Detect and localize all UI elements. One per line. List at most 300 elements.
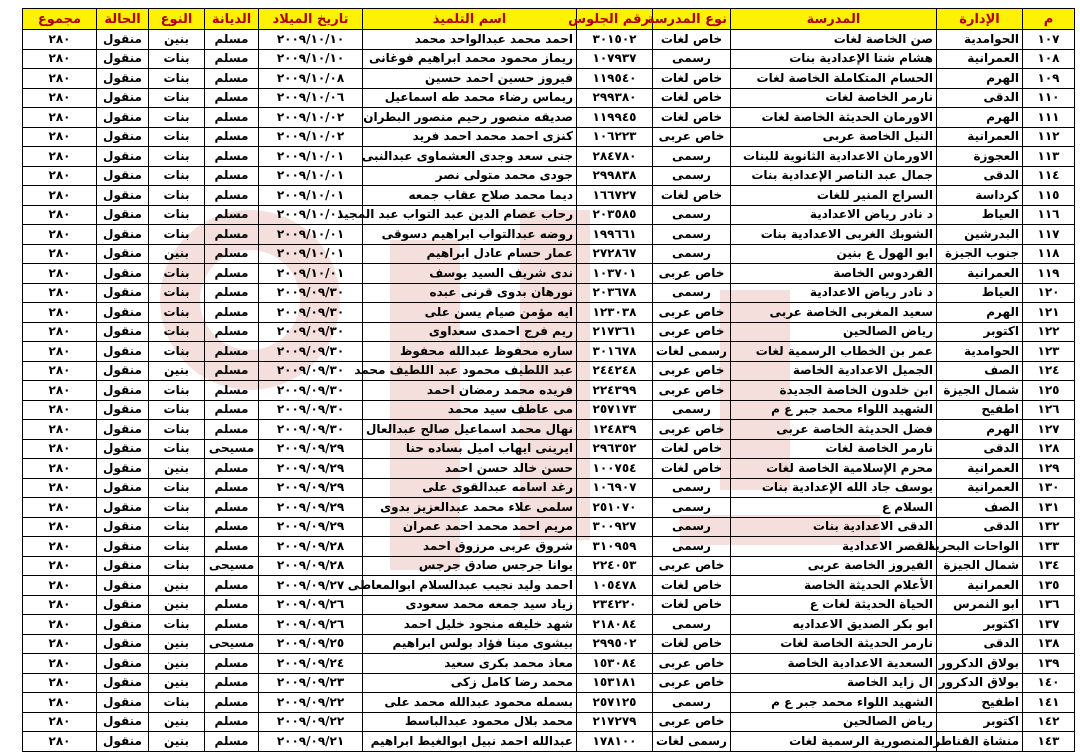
school-type-cell: رسمى <box>653 205 731 225</box>
status-cell: منقول <box>97 30 149 50</box>
serial-cell: ١٤٢ <box>1023 712 1075 732</box>
religion-cell: مسلم <box>205 498 259 518</box>
status-cell: منقول <box>97 517 149 537</box>
administration-cell: اطفيح <box>937 693 1023 713</box>
administration-cell: البدرشين <box>937 225 1023 245</box>
school-type-cell: خاص لغات <box>653 69 731 89</box>
total-cell: ٢٨٠ <box>23 439 97 459</box>
table-row <box>23 420 1075 440</box>
administration-cell: العياط <box>937 205 1023 225</box>
religion-cell: مسلم <box>205 88 259 108</box>
administration-cell: شمال الجيزة <box>937 556 1023 576</box>
student-name-cell: سلمى علاء محمد عبدالعزيز بدوى <box>363 498 577 518</box>
school-type-cell: خاص لغات <box>653 439 731 459</box>
student-name-cell: جنى سعد وجدى العشماوى عبدالنبى <box>363 147 577 167</box>
status-cell: منقول <box>97 361 149 381</box>
administration-cell: منشاة القناطر <box>937 732 1023 752</box>
administration-cell: اطفيح <box>937 400 1023 420</box>
birth-date-cell: ٢٠٠٩/٠٩/٣٠ <box>259 400 363 420</box>
religion-cell: مسلم <box>205 30 259 50</box>
serial-cell: ١١٠ <box>1023 88 1075 108</box>
religion-cell: مسيحى <box>205 439 259 459</box>
student-name-cell: كنزى احمد محمد احمد فريد <box>363 127 577 147</box>
administration-cell: بولاق الدكرور <box>937 654 1023 674</box>
school-type-cell: خاص عربى <box>653 127 731 147</box>
school-cell: محرم الإسلامية الخاصة لغات <box>731 459 937 479</box>
school-cell: نارمر الحديثة الخاصة لغات <box>731 634 937 654</box>
seat-number-cell: ١٠٧٩٣٧ <box>577 49 653 69</box>
religion-cell: مسيحى <box>205 556 259 576</box>
school-cell: النيل الخاصة عربى <box>731 127 937 147</box>
status-cell: منقول <box>97 342 149 362</box>
status-cell: منقول <box>97 576 149 596</box>
serial-cell: ١٣٣ <box>1023 537 1075 557</box>
column-header-total: مجموع <box>23 9 97 30</box>
school-type-cell: رسمى <box>653 225 731 245</box>
status-cell: منقول <box>97 381 149 401</box>
status-cell: منقول <box>97 225 149 245</box>
table-row <box>23 186 1075 206</box>
student-name-cell: ريماس رضاء محمد طه اسماعيل <box>363 88 577 108</box>
gender-cell: بنات <box>149 225 205 245</box>
school-type-cell: رسمى <box>653 147 731 167</box>
school-cell: نارمر الخاصة لغات <box>731 439 937 459</box>
administration-cell: الهرم <box>937 420 1023 440</box>
administration-cell: الدقى <box>937 88 1023 108</box>
religion-cell: مسلم <box>205 108 259 128</box>
table-row <box>23 712 1075 732</box>
seat-number-cell: ٣٠١٥٠٢ <box>577 30 653 50</box>
birth-date-cell: ٢٠٠٩/١٠/٠٢ <box>259 108 363 128</box>
school-cell: الشهيد اللواء محمد جبر ع م <box>731 400 937 420</box>
administration-cell: الدقى <box>937 634 1023 654</box>
gender-cell: بنات <box>149 186 205 206</box>
seat-number-cell: ٢١٧٣٦١ <box>577 322 653 342</box>
table-row <box>23 49 1075 69</box>
school-cell: فضل الحديثة الخاصة عربى <box>731 420 937 440</box>
status-cell: منقول <box>97 186 149 206</box>
table-row <box>23 693 1075 713</box>
seat-number-cell: ١٠٣٧٠١ <box>577 264 653 284</box>
school-cell: الاورمان الحديثة الخاصة لغات <box>731 108 937 128</box>
serial-cell: ١٣٦ <box>1023 595 1075 615</box>
gender-cell: بنات <box>149 69 205 89</box>
serial-cell: ١١٥ <box>1023 186 1075 206</box>
status-cell: منقول <box>97 615 149 635</box>
administration-cell: الحوامدية <box>937 342 1023 362</box>
serial-cell: ١١١ <box>1023 108 1075 128</box>
administration-cell: العمرانية <box>937 478 1023 498</box>
administration-cell: جنوب الجيزة <box>937 244 1023 264</box>
serial-cell: ١٤٠ <box>1023 673 1075 693</box>
gender-cell: بنات <box>149 322 205 342</box>
total-cell: ٢٨٠ <box>23 49 97 69</box>
student-name-cell: مريم احمد محمد احمد عمران <box>363 517 577 537</box>
student-name-cell: محمد رضا كامل زكى <box>363 673 577 693</box>
total-cell: ٢٨٠ <box>23 166 97 186</box>
total-cell: ٢٨٠ <box>23 303 97 323</box>
serial-cell: ١٢٩ <box>1023 459 1075 479</box>
birth-date-cell: ٢٠٠٩/٠٩/٢١ <box>259 732 363 752</box>
school-cell: سعيد المغربى الخاصة عربى <box>731 303 937 323</box>
table-row <box>23 244 1075 264</box>
student-name-cell: رغد اسامه عبدالقوى على <box>363 478 577 498</box>
gender-cell: بنين <box>149 673 205 693</box>
status-cell: منقول <box>97 420 149 440</box>
religion-cell: مسلم <box>205 576 259 596</box>
birth-date-cell: ٢٠٠٩/٠٩/٣٠ <box>259 322 363 342</box>
administration-cell: اكتوبر <box>937 712 1023 732</box>
administration-cell: اكتوبر <box>937 322 1023 342</box>
school-type-cell: خاص لغات <box>653 186 731 206</box>
status-cell: منقول <box>97 49 149 69</box>
gender-cell: بنين <box>149 732 205 752</box>
student-name-cell: ايرينى ايهاب اميل بساده حنا <box>363 439 577 459</box>
gender-cell: بنات <box>149 49 205 69</box>
gender-cell: بنات <box>149 127 205 147</box>
religion-cell: مسلم <box>205 654 259 674</box>
status-cell: منقول <box>97 595 149 615</box>
serial-cell: ١٠٧ <box>1023 30 1075 50</box>
total-cell: ٢٨٠ <box>23 283 97 303</box>
seat-number-cell: ٢٩٩٣٨٠ <box>577 88 653 108</box>
administration-cell: كرداسة <box>937 186 1023 206</box>
birth-date-cell: ٢٠٠٩/٠٩/٢٣ <box>259 673 363 693</box>
student-name-cell: شهد خليفه منجود خليل احمد <box>363 615 577 635</box>
student-name-cell: عبد اللطيف محمود عبد اللطيف محمد <box>363 361 577 381</box>
birth-date-cell: ٢٠٠٩/٠٩/٢٦ <box>259 595 363 615</box>
table-row <box>23 400 1075 420</box>
serial-cell: ١٣٠ <box>1023 478 1075 498</box>
administration-cell: العمرانية <box>937 127 1023 147</box>
gender-cell: بنات <box>149 420 205 440</box>
gender-cell: بنات <box>149 439 205 459</box>
religion-cell: مسلم <box>205 186 259 206</box>
gender-cell: بنات <box>149 342 205 362</box>
school-type-cell: خاص لغات <box>653 634 731 654</box>
gender-cell: بنات <box>149 283 205 303</box>
school-type-cell: رسمى لغات <box>653 342 731 362</box>
school-cell: جمال عبد الناصر الإعدادية بنات <box>731 166 937 186</box>
status-cell: منقول <box>97 556 149 576</box>
administration-cell: الصف <box>937 498 1023 518</box>
status-cell: منقول <box>97 108 149 128</box>
column-header-school-type: نوع المدرسة <box>653 9 731 30</box>
status-cell: منقول <box>97 127 149 147</box>
serial-cell: ١٠٨ <box>1023 49 1075 69</box>
total-cell: ٢٨٠ <box>23 69 97 89</box>
gender-cell: بنين <box>149 576 205 596</box>
student-name-cell: معاذ محمد بكرى سعيد <box>363 654 577 674</box>
school-type-cell: رسمى <box>653 615 731 635</box>
school-type-cell: خاص لغات <box>653 459 731 479</box>
column-header-school: المدرسة <box>731 9 937 30</box>
school-type-cell: رسمى <box>653 244 731 264</box>
status-cell: منقول <box>97 478 149 498</box>
serial-cell: ١١٧ <box>1023 225 1075 245</box>
serial-cell: ١١٣ <box>1023 147 1075 167</box>
seat-number-cell: ١٢٤٨٣٩ <box>577 420 653 440</box>
birth-date-cell: ٢٠٠٩/٠٩/٢٨ <box>259 537 363 557</box>
school-type-cell: خاص عربى <box>653 361 731 381</box>
column-header-gender: النوع <box>149 9 205 30</box>
table-row <box>23 283 1075 303</box>
serial-cell: ١٣١ <box>1023 498 1075 518</box>
gender-cell: بنين <box>149 30 205 50</box>
birth-date-cell: ٢٠٠٩/٠٩/٣٠ <box>259 303 363 323</box>
seat-number-cell: ١٠٦٢٢٣ <box>577 127 653 147</box>
status-cell: منقول <box>97 69 149 89</box>
school-cell: السلام ع <box>731 498 937 518</box>
gender-cell: بنات <box>149 400 205 420</box>
birth-date-cell: ٢٠٠٩/١٠/٠١ <box>259 186 363 206</box>
serial-cell: ١١٤ <box>1023 166 1075 186</box>
table-row <box>23 147 1075 167</box>
seat-number-cell: ٢٧٢٨٦٧ <box>577 244 653 264</box>
total-cell: ٢٨٠ <box>23 634 97 654</box>
school-type-cell: خاص عربى <box>653 303 731 323</box>
status-cell: منقول <box>97 693 149 713</box>
status-cell: منقول <box>97 264 149 284</box>
gender-cell: بنات <box>149 498 205 518</box>
table-row <box>23 108 1075 128</box>
religion-cell: مسلم <box>205 303 259 323</box>
total-cell: ٢٨٠ <box>23 342 97 362</box>
seat-number-cell: ٢٥٧١٢٥ <box>577 693 653 713</box>
school-type-cell: خاص لغات <box>653 108 731 128</box>
serial-cell: ١٤٣ <box>1023 732 1075 752</box>
seat-number-cell: ٢٥٧١٧٣ <box>577 400 653 420</box>
birth-date-cell: ٢٠٠٩/٠٩/٣٠ <box>259 381 363 401</box>
seat-number-cell: ١١٩٥٤٠ <box>577 69 653 89</box>
administration-cell: بولاق الدكرور <box>937 673 1023 693</box>
school-type-cell: رسمى <box>653 166 731 186</box>
school-cell: نارمر الخاصة لغات <box>731 88 937 108</box>
table-row <box>23 478 1075 498</box>
school-cell: الحياة الحديثة لغات ع <box>731 595 937 615</box>
serial-cell: ١٢٢ <box>1023 322 1075 342</box>
school-cell: الدقى الاعدادية بنات <box>731 517 937 537</box>
administration-cell: ابو النمرس <box>937 595 1023 615</box>
religion-cell: مسلم <box>205 712 259 732</box>
gender-cell: بنين <box>149 634 205 654</box>
table-row <box>23 69 1075 89</box>
gender-cell: بنات <box>149 166 205 186</box>
gender-cell: بنات <box>149 264 205 284</box>
table-row <box>23 30 1075 50</box>
total-cell: ٢٨٠ <box>23 673 97 693</box>
status-cell: منقول <box>97 322 149 342</box>
table-row <box>23 322 1075 342</box>
seat-number-cell: ٢٥١٠٧٠ <box>577 498 653 518</box>
serial-cell: ١١٩ <box>1023 264 1075 284</box>
student-name-cell: عمار حسام عادل ابراهيم <box>363 244 577 264</box>
administration-cell: العمرانية <box>937 459 1023 479</box>
table-row <box>23 225 1075 245</box>
gender-cell: بنات <box>149 615 205 635</box>
total-cell: ٢٨٠ <box>23 420 97 440</box>
serial-cell: ١٢٠ <box>1023 283 1075 303</box>
student-name-cell: ايه مؤمن صيام يسن على <box>363 303 577 323</box>
seat-number-cell: ٣١٠٩٥٩ <box>577 537 653 557</box>
table-row <box>23 498 1075 518</box>
school-type-cell: خاص عربى <box>653 381 731 401</box>
school-cell: رياض الصالحين <box>731 322 937 342</box>
table-row <box>23 576 1075 596</box>
student-name-cell: ساره محفوظ عبدالله محفوظ <box>363 342 577 362</box>
column-header-birth-date: تاريخ الميلاد <box>259 9 363 30</box>
student-name-cell: فيروز حسين احمد حسين <box>363 69 577 89</box>
total-cell: ٢٨٠ <box>23 595 97 615</box>
school-type-cell: خاص عربى <box>653 264 731 284</box>
student-name-cell: صديقه منصور رحيم منصور البطران <box>363 108 577 128</box>
gender-cell: بنين <box>149 654 205 674</box>
table-row <box>23 439 1075 459</box>
birth-date-cell: ٢٠٠٩/٠٩/٢٩ <box>259 517 363 537</box>
school-cell: يوسف جاد الله الإعدادية بنات <box>731 478 937 498</box>
gender-cell: بنين <box>149 361 205 381</box>
students-table <box>22 8 1075 752</box>
birth-date-cell: ٢٠٠٩/١٠/٠١ <box>259 225 363 245</box>
administration-cell: الواحات البحرية <box>937 537 1023 557</box>
total-cell: ٢٨٠ <box>23 400 97 420</box>
total-cell: ٢٨٠ <box>23 576 97 596</box>
total-cell: ٢٨٠ <box>23 186 97 206</box>
administration-cell: شمال الجيزة <box>937 381 1023 401</box>
total-cell: ٢٨٠ <box>23 205 97 225</box>
seat-number-cell: ١١٩٩٤٥ <box>577 108 653 128</box>
student-name-cell: ندى شريف السيد يوسف <box>363 264 577 284</box>
serial-cell: ١١٦ <box>1023 205 1075 225</box>
school-type-cell: خاص لغات <box>653 576 731 596</box>
student-name-cell: مى عاطف سيد محمد <box>363 400 577 420</box>
serial-cell: ١٣٢ <box>1023 517 1075 537</box>
birth-date-cell: ٢٠٠٩/٠٩/٣٠ <box>259 420 363 440</box>
total-cell: ٢٨٠ <box>23 654 97 674</box>
school-type-cell: رسمى <box>653 49 731 69</box>
student-name-cell: شروق عربى مرزوق احمد <box>363 537 577 557</box>
religion-cell: مسيحى <box>205 634 259 654</box>
religion-cell: مسلم <box>205 595 259 615</box>
student-name-cell: احمد وليد نجيب عبدالسلام ابوالمعاطى <box>363 576 577 596</box>
religion-cell: مسلم <box>205 478 259 498</box>
table-row <box>23 205 1075 225</box>
school-cell: هشام شتا الإعدادية بنات <box>731 49 937 69</box>
school-cell: القصر الاعدادية <box>731 537 937 557</box>
religion-cell: مسلم <box>205 381 259 401</box>
school-cell: د نادر رياض الاعدادية <box>731 205 937 225</box>
table-row <box>23 732 1075 752</box>
administration-cell: الدقى <box>937 517 1023 537</box>
administration-cell: الحوامدية <box>937 30 1023 50</box>
seat-number-cell: ١٥٣١٨١ <box>577 673 653 693</box>
serial-cell: ١٣٥ <box>1023 576 1075 596</box>
school-cell: ال زايد الخاصة <box>731 673 937 693</box>
student-name-cell: زياد سيد جمعه محمد سعودى <box>363 595 577 615</box>
seat-number-cell: ٢٠٣٦٧٨ <box>577 283 653 303</box>
gender-cell: بنات <box>149 381 205 401</box>
birth-date-cell: ٢٠٠٩/١٠/٠٢ <box>259 127 363 147</box>
status-cell: منقول <box>97 166 149 186</box>
table-row <box>23 459 1075 479</box>
gender-cell: بنات <box>149 205 205 225</box>
table-row <box>23 88 1075 108</box>
school-cell: السعدية الاعدادية الخاصة <box>731 654 937 674</box>
seat-number-cell: ٢٢٤٠٥٣ <box>577 556 653 576</box>
birth-date-cell: ٢٠٠٩/٠٩/٢٢ <box>259 712 363 732</box>
seat-number-cell: ٢١٨٠٨٤ <box>577 615 653 635</box>
school-type-cell: خاص لغات <box>653 595 731 615</box>
status-cell: منقول <box>97 147 149 167</box>
school-type-cell: خاص عربى <box>653 654 731 674</box>
religion-cell: مسلم <box>205 69 259 89</box>
religion-cell: مسلم <box>205 205 259 225</box>
status-cell: منقول <box>97 498 149 518</box>
school-cell: الجميل الاعدادية الخاصة <box>731 361 937 381</box>
school-type-cell: رسمى <box>653 517 731 537</box>
school-cell: صن الخاصة لغات <box>731 30 937 50</box>
total-cell: ٢٨٠ <box>23 225 97 245</box>
birth-date-cell: ٢٠٠٩/٠٩/٣٠ <box>259 283 363 303</box>
total-cell: ٢٨٠ <box>23 517 97 537</box>
birth-date-cell: ٢٠٠٩/٠٩/٣٠ <box>259 361 363 381</box>
status-cell: منقول <box>97 654 149 674</box>
total-cell: ٢٨٠ <box>23 537 97 557</box>
administration-cell: الصف <box>937 361 1023 381</box>
student-name-cell: احمد محمد عبدالواحد محمد <box>363 30 577 50</box>
gender-cell: بنات <box>149 517 205 537</box>
serial-cell: ١٢٤ <box>1023 361 1075 381</box>
religion-cell: مسلم <box>205 673 259 693</box>
serial-cell: ١٢١ <box>1023 303 1075 323</box>
religion-cell: مسلم <box>205 732 259 752</box>
student-name-cell: جودى محمد متولى نصر <box>363 166 577 186</box>
seat-number-cell: ١٩٩٦٦١ <box>577 225 653 245</box>
student-name-cell: فريده محمد رمضان احمد <box>363 381 577 401</box>
serial-cell: ١٤١ <box>1023 693 1075 713</box>
gender-cell: بنات <box>149 147 205 167</box>
administration-cell: الدقى <box>937 166 1023 186</box>
table-row <box>23 595 1075 615</box>
school-type-cell: رسمى <box>653 400 731 420</box>
school-cell: الفردوس الخاصة <box>731 264 937 284</box>
table-row <box>23 634 1075 654</box>
status-cell: منقول <box>97 459 149 479</box>
school-cell: الفيروز الخاصة عربى <box>731 556 937 576</box>
administration-cell: الدقى <box>937 439 1023 459</box>
religion-cell: مسلم <box>205 615 259 635</box>
birth-date-cell: ٢٠٠٩/٠٩/٢٧ <box>259 576 363 596</box>
school-type-cell: خاص لغات <box>653 88 731 108</box>
student-name-cell: عبدالله احمد نبيل ابوالغيط ابراهيم <box>363 732 577 752</box>
student-name-cell: نورهان بدوى قرنى عبده <box>363 283 577 303</box>
administration-cell: العمرانية <box>937 576 1023 596</box>
table-row <box>23 381 1075 401</box>
student-name-cell: ديما محمد صلاح عقاب جمعه <box>363 186 577 206</box>
seat-number-cell: ٣٠١٦٧٨ <box>577 342 653 362</box>
table-row <box>23 303 1075 323</box>
administration-cell: العمرانية <box>937 264 1023 284</box>
seat-number-cell: ٢٩٩٨٣٨ <box>577 166 653 186</box>
administration-cell: العجوزة <box>937 147 1023 167</box>
status-cell: منقول <box>97 88 149 108</box>
school-cell: ابو بكر الصديق الاعداديه <box>731 615 937 635</box>
serial-cell: ١٢٧ <box>1023 420 1075 440</box>
total-cell: ٢٨٠ <box>23 361 97 381</box>
total-cell: ٢٨٠ <box>23 30 97 50</box>
seat-number-cell: ١٢٣٠٣٨ <box>577 303 653 323</box>
gender-cell: بنات <box>149 693 205 713</box>
